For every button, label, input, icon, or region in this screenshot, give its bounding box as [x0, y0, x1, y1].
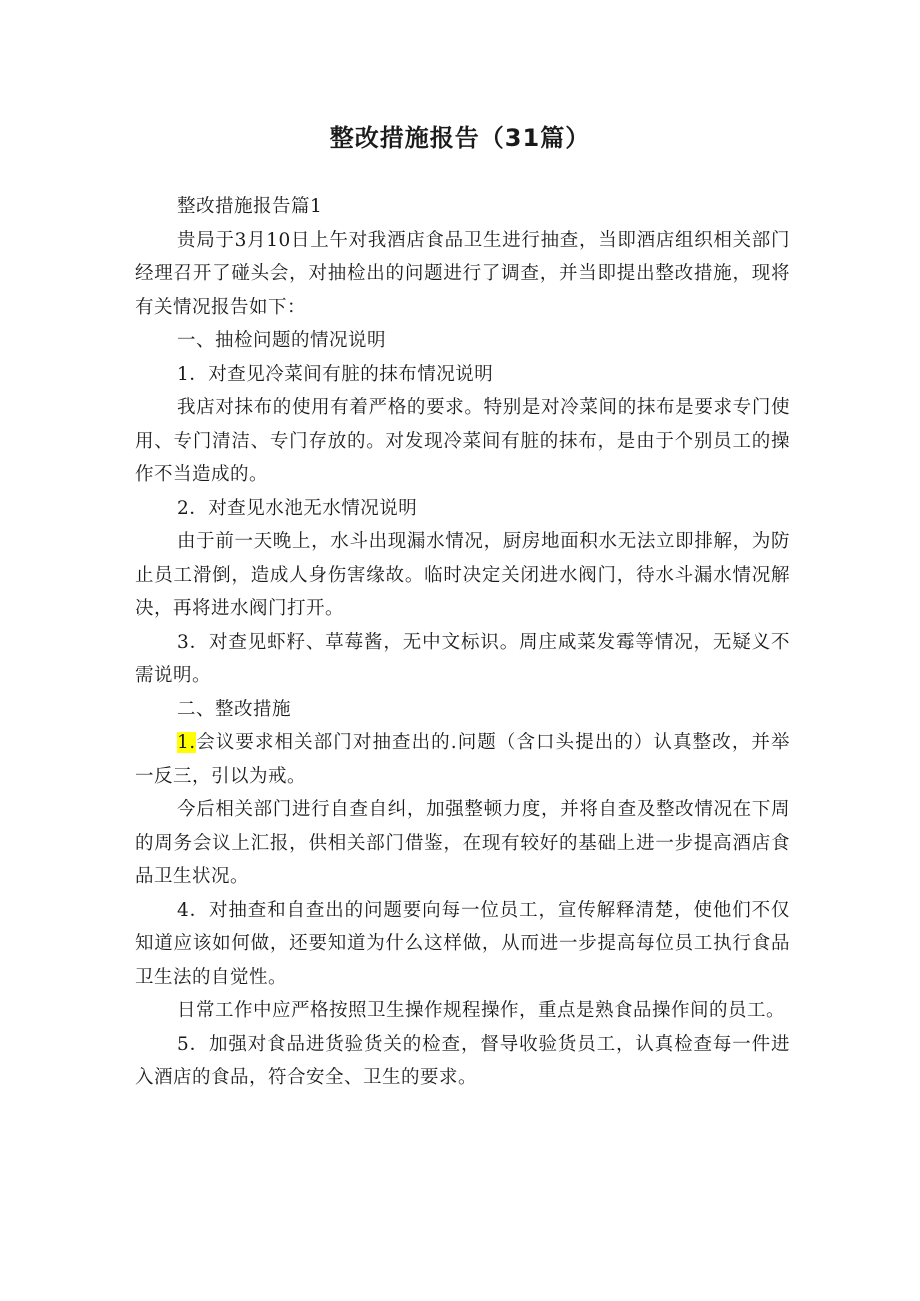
document-title: 整改措施报告（31篇） [329, 124, 591, 152]
document-body [135, 190, 790, 1095]
section-heading: 整改措施报告篇1 [177, 196, 323, 217]
paragraph: 贵局于3月10日上午对我酒店食品卫生进行抽查，当即酒店组织相关部门经理召开了碰头会，对抽检出的问题进行了调查，并当即提出整改措施，现将有关情况报告如下： [135, 229, 790, 318]
highlighted-number: 1. [177, 732, 196, 753]
paragraph-text: 会议要求相关部门对抽查出的.问题（含口头提出的）认真整改，并举一反三，引以为戒。 [135, 732, 790, 787]
list-item-heading: 1．对查见冷菜间有脏的抹布情况说明 [177, 363, 494, 385]
paragraph: 日常工作中应严格按照卫生操作规程操作，重点是熟食品操作间的员工。 [177, 1000, 786, 1021]
list-item-heading: 2．对查见水池无水情况说明 [177, 497, 418, 519]
paragraph: 我店对抹布的使用有着严格的要求。特别是对冷菜间的抹布是要求专门使用、专门清洁、专门存放的。对发现冷菜间有脏的抹布，是由于个别员工的操作不当造成的。 [135, 397, 790, 485]
paragraph: 4．对抽查和自查出的问题要向每一位员工，宣传解释清楚，使他们不仅知道应该如何做，还要知道为什么这样做，从而进一步提高每位员工执行食品卫生法的自觉性。 [135, 899, 790, 988]
paragraph: 3．对查见虾籽、草莓酱，无中文标识。周庄咸菜发霉等情况，无疑义不需说明。 [135, 631, 790, 686]
paragraph: 5．加强对食品进货验货关的检查，督导收验货员工，认真检查每一件进入酒店的食品，符合安全、卫生的要求。 [135, 1033, 790, 1088]
subheading: 二、整改措施 [177, 698, 292, 720]
paragraph: 由于前一天晚上，水斗出现漏水情况，厨房地面积水无法立即排解，为防止员工滑倒，造成人身伤害缘故。临时决定关闭进水阀门，待水斗漏水情况解决，再将进水阀门打开。 [135, 531, 790, 619]
paragraph: 今后相关部门进行自查自纠，加强整顿力度，并将自查及整改情况在下周的周务会议上汇报，供相关部门借鉴，在现有较好的基础上进一步提高酒店食品卫生状况。 [135, 799, 790, 887]
paragraph [135, 726, 790, 793]
subheading: 一、抽检问题的情况说明 [177, 330, 387, 351]
